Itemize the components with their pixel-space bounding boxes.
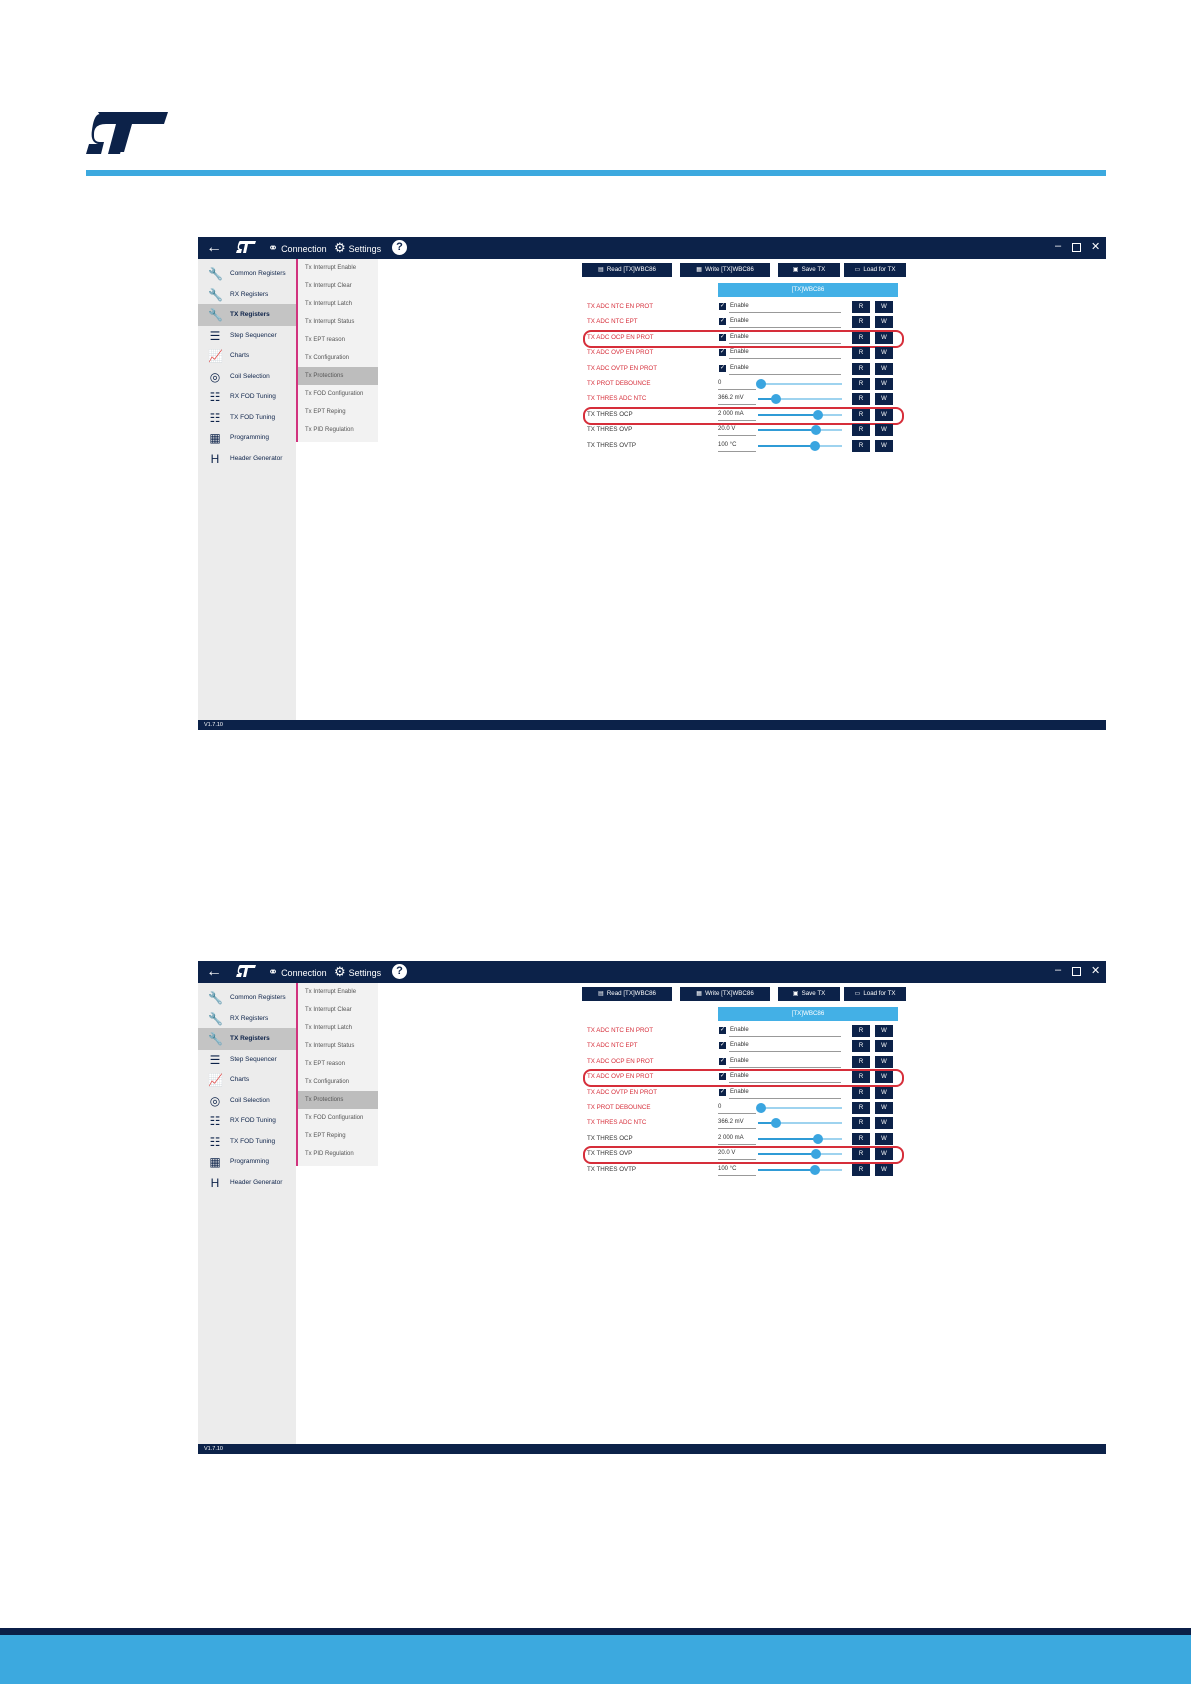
field-underline (718, 1113, 756, 1114)
help-icon[interactable]: ? (392, 240, 407, 255)
write-register-button[interactable]: W (875, 363, 893, 375)
header-rule (86, 170, 1106, 176)
checkbox-label: Enable (730, 364, 749, 371)
read-register-button[interactable]: R (852, 316, 870, 328)
gear-icon: ⚙ (334, 240, 346, 255)
slider-fill (758, 414, 818, 416)
submenu-item-tx-pid-regulation[interactable]: Tx PID Regulation (305, 1151, 354, 1157)
sidebar-item-label: TX Registers (230, 1035, 270, 1042)
link-icon: ⚭ (268, 965, 279, 979)
read-register-button[interactable]: R (852, 1164, 870, 1176)
app-screenshot-1 (198, 237, 1106, 730)
version-status-bar: V1.7.10 (198, 1444, 1106, 1454)
register-row-tx-adc-ovp-en-prot (198, 345, 1106, 361)
save-tx-label: Save TX (801, 266, 826, 273)
link-icon: ⚭ (268, 241, 279, 255)
chip-icon: ▦ (209, 431, 221, 445)
value-field[interactable]: 20.0 V (718, 1150, 736, 1157)
sidebar-item-label: TX Registers (230, 311, 270, 318)
submenu-item-tx-interrupt-clear[interactable]: Tx Interrupt Clear (305, 1007, 352, 1013)
sidebar-item-label: Common Registers (230, 994, 286, 1001)
st-logo-small-icon (236, 965, 256, 979)
write-register-button[interactable]: W (875, 393, 893, 405)
checkbox-label: Enable (730, 303, 749, 309)
slider-thumb[interactable] (810, 1165, 820, 1175)
submenu-item-tx-interrupt-latch[interactable]: Tx Interrupt Latch (305, 301, 353, 307)
value-field[interactable]: 2 000 mA (718, 410, 744, 417)
submenu-item-tx-pid-regulation[interactable]: Tx PID Regulation (305, 427, 354, 433)
read-device-label: Read [TX]WBC86 (606, 990, 657, 997)
read-register-button[interactable]: R (852, 1133, 870, 1145)
value-slider[interactable] (758, 383, 842, 385)
submenu-item-tx-ept-reason[interactable]: Tx EPT reason (305, 337, 345, 343)
field-underline (729, 374, 841, 375)
value-field[interactable]: 366.2 mV (718, 1119, 744, 1126)
field-underline (729, 358, 841, 359)
write-register-button[interactable]: W (875, 440, 893, 452)
write-register-button[interactable]: W (875, 1087, 893, 1099)
checkbox-label: Enable (730, 1027, 749, 1033)
help-icon[interactable]: ? (392, 964, 407, 979)
target-icon: ◎ (209, 370, 221, 384)
slider-thumb[interactable] (813, 1134, 823, 1144)
column-header: [TX]WBC86 (718, 1007, 898, 1021)
header-h-icon: H (210, 1176, 220, 1190)
submenu-item-tx-ept-reping[interactable]: Tx EPT Reping (305, 409, 346, 415)
register-row-tx-thres-adc-ntc (198, 1115, 1106, 1131)
sliders-icon: ☷ (209, 1135, 221, 1149)
settings-label: Settings (348, 244, 382, 254)
sliders-icon: ☷ (209, 1114, 221, 1128)
slider-fill (758, 429, 816, 431)
field-underline (729, 312, 841, 313)
register-row-tx-adc-ovtp-en-prot (198, 1085, 1106, 1101)
minimize-icon[interactable]: – (1055, 964, 1062, 976)
value-slider[interactable] (758, 1122, 842, 1124)
sidebar-item-common-registers[interactable] (198, 987, 296, 1009)
register-label: TX THRES OVTP (587, 1165, 637, 1173)
st-logo (84, 112, 168, 160)
sidebar-item-label: RX FOD Tuning (230, 393, 276, 400)
enable-checkbox[interactable]: ✓ (719, 1027, 726, 1033)
field-underline (729, 1082, 841, 1083)
read-device-button[interactable] (582, 263, 672, 277)
submenu-item-tx-ept-reping[interactable]: Tx EPT Reping (305, 1133, 346, 1139)
read-register-button[interactable]: R (852, 1087, 870, 1099)
connection-menu[interactable] (268, 965, 327, 980)
slider-thumb[interactable] (811, 425, 821, 435)
register-label: TX ADC OVP EN PROT (587, 1073, 654, 1081)
write-register-button[interactable]: W (875, 409, 893, 421)
write-register-button[interactable]: W (875, 347, 893, 359)
read-device-label: Read [TX]WBC86 (606, 266, 657, 273)
register-row-tx-adc-ocp-en-prot (198, 330, 1106, 346)
field-underline (729, 1051, 841, 1052)
read-register-button[interactable]: R (852, 440, 870, 452)
register-row-tx-thres-ovtp (198, 438, 1106, 454)
sidebar-item-label: RX Registers (230, 291, 269, 298)
checkbox-label: Enable (730, 349, 749, 356)
register-label: TX ADC OCP EN PROT (587, 1057, 654, 1065)
write-register-button[interactable]: W (875, 1164, 893, 1176)
value-slider[interactable] (758, 445, 842, 447)
enable-checkbox[interactable]: ✓ (719, 1042, 726, 1049)
value-field[interactable]: 0 (718, 1104, 722, 1110)
wrench-icon: 🔧 (208, 1012, 223, 1026)
close-icon[interactable]: ✕ (1091, 965, 1101, 977)
target-icon: ◎ (209, 1094, 221, 1108)
register-row-tx-adc-ocp-en-prot (198, 1054, 1106, 1070)
enable-checkbox[interactable]: ✓ (719, 1088, 726, 1095)
register-label: TX ADC NTC EN PROT (587, 1027, 654, 1034)
folder-icon: ▭ (854, 266, 861, 273)
sidebar-item-label: TX FOD Tuning (230, 1138, 276, 1145)
submenu-item-tx-fod-configuration[interactable]: Tx FOD Configuration (305, 1115, 364, 1121)
write-register-button[interactable]: W (875, 378, 893, 390)
value-field[interactable]: 100 °C (718, 441, 737, 448)
write-register-button[interactable]: W (875, 332, 893, 344)
register-label: TX THRES OVP (587, 426, 633, 434)
sidebar-item-label: Charts (230, 352, 250, 359)
write-register-button[interactable]: W (875, 301, 893, 313)
connection-menu[interactable] (268, 241, 327, 256)
register-row-tx-adc-ntc-en-prot (198, 1023, 1106, 1039)
checkbox-label: Enable (730, 1073, 749, 1080)
register-label: TX THRES OVTP (587, 441, 637, 449)
field-underline (718, 420, 756, 421)
maximize-icon[interactable] (1072, 243, 1081, 252)
sidebar-item-label: Coil Selection (230, 1097, 270, 1104)
field-underline (729, 1098, 841, 1099)
wrench-icon: 🔧 (208, 991, 223, 1005)
submenu-item-tx-interrupt-enable[interactable]: Tx Interrupt Enable (305, 989, 357, 995)
submenu-item-tx-interrupt-enable[interactable]: Tx Interrupt Enable (305, 265, 357, 271)
write-device-label: Write [TX]WBC86 (705, 990, 754, 997)
load-tx-label: Load for TX (863, 266, 896, 273)
register-label: TX THRES ADC NTC (587, 395, 647, 403)
field-underline (718, 451, 756, 452)
value-slider[interactable] (758, 429, 842, 431)
close-icon[interactable]: ✕ (1091, 241, 1101, 253)
field-underline (729, 327, 841, 328)
wrench-icon: 🔧 (208, 267, 223, 281)
sidebar-item-label: TX FOD Tuning (230, 414, 276, 421)
value-field[interactable]: 366.2 mV (718, 395, 744, 402)
slider-thumb[interactable] (756, 379, 766, 389)
register-row-tx-thres-adc-ntc (198, 391, 1106, 407)
app-screenshot-2 (198, 961, 1106, 1454)
read-register-button[interactable]: R (852, 301, 870, 313)
register-row-tx-thres-ocp (198, 407, 1106, 423)
value-field[interactable]: 0 (718, 380, 722, 386)
slider-thumb[interactable] (771, 1118, 781, 1128)
value-slider[interactable] (758, 414, 842, 416)
sliders-icon: ☷ (209, 411, 221, 425)
field-underline (729, 1067, 841, 1068)
maximize-icon[interactable] (1072, 967, 1081, 976)
write-register-button[interactable]: W (875, 1102, 893, 1114)
register-label: TX ADC NTC EPT (587, 318, 638, 326)
read-register-button[interactable]: R (852, 409, 870, 421)
settings-menu[interactable] (334, 965, 381, 980)
read-register-button[interactable]: R (852, 363, 870, 375)
register-label: TX THRES ADC NTC (587, 1119, 647, 1127)
read-register-button[interactable]: R (852, 332, 870, 344)
book-icon: ▤ (597, 266, 604, 273)
value-slider[interactable] (758, 398, 842, 400)
read-register-button[interactable]: R (852, 378, 870, 390)
enable-checkbox[interactable]: ✓ (719, 1073, 726, 1080)
write-register-button[interactable]: W (875, 1040, 893, 1052)
sidebar-item-common-registers[interactable] (198, 263, 296, 285)
gear-icon: ⚙ (334, 964, 346, 979)
register-label: TX THRES OCP (587, 410, 633, 418)
back-arrow-icon[interactable]: ← (206, 239, 222, 256)
write-register-button[interactable]: W (875, 424, 893, 436)
slider-thumb[interactable] (771, 394, 781, 404)
submenu-item-tx-interrupt-latch[interactable]: Tx Interrupt Latch (305, 1025, 353, 1031)
st-logo-small-icon (236, 241, 256, 255)
folder-icon: ▭ (854, 990, 861, 997)
column-header: [TX]WBC86 (718, 283, 898, 297)
floppy-icon: ▣ (792, 266, 799, 273)
field-underline (718, 1144, 756, 1145)
read-register-button[interactable]: R (852, 393, 870, 405)
submenu-item-tx-configuration[interactable]: Tx Configuration (305, 1079, 350, 1085)
sidebar-item-label: Header Generator (230, 1179, 283, 1186)
sidebar-item-label: Header Generator (230, 455, 283, 462)
enable-checkbox[interactable]: ✓ (719, 364, 726, 371)
read-register-button[interactable]: R (852, 1056, 870, 1068)
save-tx-button[interactable] (778, 263, 840, 277)
register-row-tx-prot-debounce (198, 376, 1106, 392)
title-bar (198, 237, 1106, 259)
read-register-button[interactable]: R (852, 1025, 870, 1037)
read-register-button[interactable]: R (852, 424, 870, 436)
connection-label: Connection (281, 244, 327, 254)
value-slider[interactable] (758, 1138, 842, 1140)
register-label: TX ADC NTC EN PROT (587, 303, 654, 310)
read-register-button[interactable]: R (852, 1040, 870, 1052)
field-underline (718, 1128, 756, 1129)
list-icon: ☰ (209, 329, 221, 343)
submenu-item-tx-interrupt-clear[interactable]: Tx Interrupt Clear (305, 283, 352, 289)
minimize-icon[interactable]: – (1055, 240, 1062, 252)
submenu-item-tx-configuration[interactable]: Tx Configuration (305, 355, 350, 361)
field-underline (718, 435, 756, 436)
footer-rule (0, 1628, 1191, 1635)
sidebar-item-label: Step Sequencer (230, 1056, 277, 1063)
line-chart-icon: 📈 (208, 1073, 223, 1087)
register-label: TX ADC NTC EPT (587, 1042, 638, 1050)
load-tx-label: Load for TX (863, 990, 896, 997)
checkbox-label: Enable (730, 333, 749, 340)
slider-fill (758, 445, 815, 447)
sidebar-item-label: Common Registers (230, 270, 286, 277)
register-row-tx-adc-ovp-en-prot (198, 1069, 1106, 1085)
checkbox-label: Enable (730, 1057, 749, 1064)
wrench-icon: 🔧 (208, 308, 223, 322)
enable-checkbox[interactable]: ✓ (719, 303, 726, 309)
slider-fill (758, 1169, 815, 1171)
read-register-button[interactable]: R (852, 1148, 870, 1160)
field-underline (729, 1036, 841, 1037)
wrench-icon: 🔧 (208, 1032, 223, 1046)
enable-checkbox[interactable]: ✓ (719, 349, 726, 356)
register-row-tx-thres-ovp (198, 1146, 1106, 1162)
sidebar-item-label: Programming (230, 1158, 270, 1165)
line-chart-icon: 📈 (208, 349, 223, 363)
value-slider[interactable] (758, 1169, 842, 1171)
enable-checkbox[interactable]: ✓ (719, 318, 726, 325)
register-row-tx-adc-ovtp-en-prot (198, 361, 1106, 377)
header-h-icon: H (210, 452, 220, 466)
submenu-item-tx-protections[interactable]: Tx Protections (298, 1091, 378, 1109)
register-row-tx-thres-ovp (198, 422, 1106, 438)
sidebar-item-label: Coil Selection (230, 373, 270, 380)
register-row-tx-thres-ocp (198, 1131, 1106, 1147)
back-arrow-icon[interactable]: ← (206, 963, 222, 980)
slider-fill (758, 1138, 818, 1140)
enable-checkbox[interactable]: ✓ (719, 1057, 726, 1064)
load-tx-button[interactable] (844, 263, 906, 277)
chip-icon: ▦ (209, 1155, 221, 1169)
slider-fill (758, 1153, 816, 1155)
version-status-bar: V1.7.10 (198, 720, 1106, 730)
wrench-icon: 🔧 (208, 288, 223, 302)
write-register-button[interactable]: W (875, 1117, 893, 1129)
footer-band (0, 1635, 1191, 1684)
register-row-tx-thres-ovtp (198, 1162, 1106, 1178)
register-row-tx-adc-ntc-ept (198, 1038, 1106, 1054)
sidebar-item-label: Step Sequencer (230, 332, 277, 339)
field-underline (718, 1159, 756, 1160)
field-underline (718, 1175, 756, 1176)
read-register-button[interactable]: R (852, 1071, 870, 1083)
value-field[interactable]: 2 000 mA (718, 1134, 744, 1141)
checkbox-label: Enable (730, 318, 749, 325)
save-tx-button[interactable] (778, 987, 840, 1001)
register-label: TX THRES OVP (587, 1150, 633, 1158)
enable-checkbox[interactable]: ✓ (719, 333, 726, 340)
register-label: TX ADC OVTP EN PROT (587, 1088, 658, 1096)
write-register-button[interactable]: W (875, 1025, 893, 1037)
value-field[interactable]: 20.0 V (718, 426, 736, 433)
chip-icon: ▦ (696, 990, 703, 997)
field-underline (718, 404, 756, 405)
register-label: TX ADC OCP EN PROT (587, 333, 654, 341)
value-slider[interactable] (758, 1107, 842, 1109)
read-register-button[interactable]: R (852, 1117, 870, 1129)
write-device-button[interactable] (680, 987, 770, 1001)
settings-menu[interactable] (334, 241, 381, 256)
submenu-item-tx-interrupt-status[interactable]: Tx Interrupt Status (305, 1043, 355, 1049)
write-register-button[interactable]: W (875, 316, 893, 328)
list-icon: ☰ (209, 1053, 221, 1067)
sidebar-item-label: RX FOD Tuning (230, 1117, 276, 1124)
value-field[interactable]: 100 °C (718, 1165, 737, 1172)
write-register-button[interactable]: W (875, 1056, 893, 1068)
register-label: TX THRES OCP (587, 1134, 633, 1142)
register-label: TX ADC OVP EN PROT (587, 349, 654, 357)
submenu-item-tx-interrupt-status[interactable]: Tx Interrupt Status (305, 319, 355, 325)
sliders-icon: ☷ (209, 390, 221, 404)
read-device-button[interactable] (582, 987, 672, 1001)
submenu-item-tx-fod-configuration[interactable]: Tx FOD Configuration (305, 391, 364, 397)
checkbox-label: Enable (730, 1088, 749, 1095)
write-register-button[interactable]: W (875, 1148, 893, 1160)
settings-label: Settings (348, 968, 382, 978)
save-tx-label: Save TX (801, 990, 826, 997)
register-label: TX PROT DEBOUNCE (587, 1104, 651, 1111)
submenu-item-tx-ept-reason[interactable]: Tx EPT reason (305, 1061, 345, 1067)
sidebar-item-label: RX Registers (230, 1015, 269, 1022)
register-label: TX ADC OVTP EN PROT (587, 364, 658, 372)
floppy-icon: ▣ (792, 990, 799, 997)
book-icon: ▤ (597, 990, 604, 997)
checkbox-label: Enable (730, 1042, 749, 1049)
write-register-button[interactable]: W (875, 1133, 893, 1145)
register-row-tx-adc-ntc-ept (198, 314, 1106, 330)
field-underline (729, 343, 841, 344)
sidebar-item-label: Programming (230, 434, 270, 441)
connection-label: Connection (281, 968, 327, 978)
chip-icon: ▦ (696, 266, 703, 273)
field-underline (718, 389, 756, 390)
write-device-label: Write [TX]WBC86 (705, 266, 754, 273)
register-label: TX PROT DEBOUNCE (587, 380, 651, 387)
read-register-button[interactable]: R (852, 347, 870, 359)
submenu-item-tx-protections[interactable]: Tx Protections (298, 367, 378, 385)
write-device-button[interactable] (680, 263, 770, 277)
register-row-tx-adc-ntc-en-prot (198, 299, 1106, 315)
slider-thumb[interactable] (810, 441, 820, 451)
load-tx-button[interactable] (844, 987, 906, 1001)
sidebar-item-label: Charts (230, 1076, 250, 1083)
read-register-button[interactable]: R (852, 1102, 870, 1114)
slider-thumb[interactable] (756, 1103, 766, 1113)
register-row-tx-prot-debounce (198, 1100, 1106, 1116)
write-register-button[interactable]: W (875, 1071, 893, 1083)
value-slider[interactable] (758, 1153, 842, 1155)
title-bar (198, 961, 1106, 983)
